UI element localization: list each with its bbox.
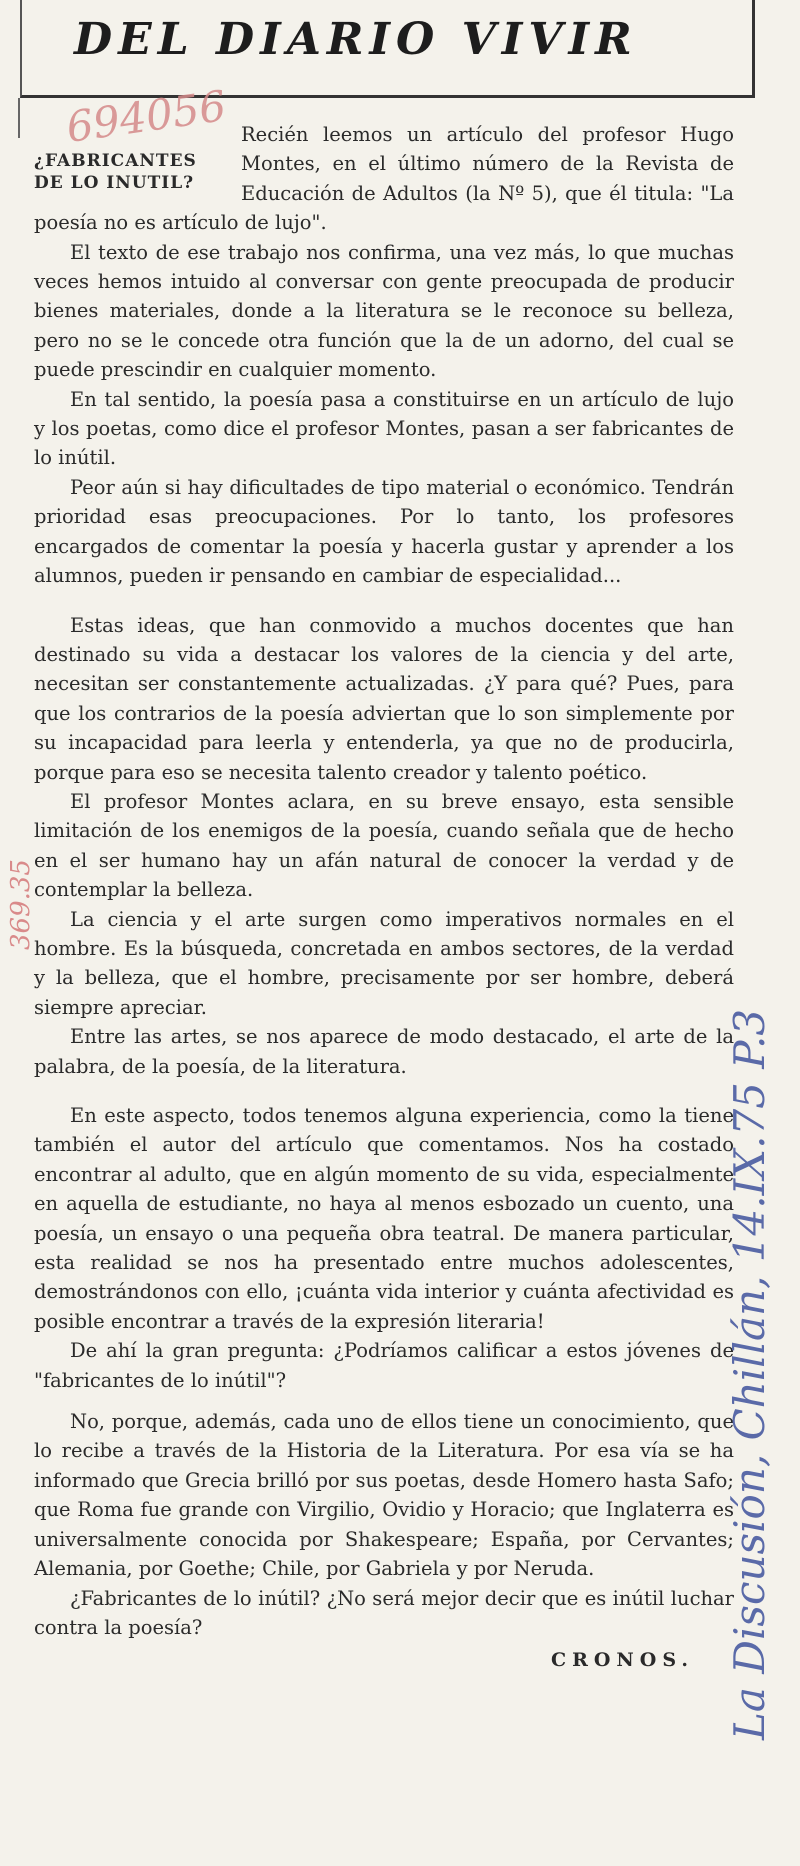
article-paragraph: Recién leemos un artículo del profesor Hugo Montes, en el último número de la Revista de Educación de Adultos (la Nº 5), que él titula: "La poesía no es artículo de lujo".	[34, 123, 734, 235]
article-paragraph: ¿Fabricantes de lo inútil? ¿No será mejor decir que es inútil luchar contra la poesía?	[34, 1586, 734, 1639]
article-paragraph: El texto de ese trabajo nos confirma, una vez más, lo que muchas veces hemos intuido al conversar con gente preocupada de producir bienes materiales, donde a la literatura se le reconoce su belleza, pero no se le concede otra función que la de un adorno, del cual se puede prescindir en cualquier momento.	[34, 240, 734, 382]
right-margin-annotation: La Discusión, Chillán, 14.IX.75 P.3	[725, 1008, 774, 1740]
article-paragraph: Peor aún si hay dificultades de tipo material o económico. Tendrán prioridad esas preocupaciones. Por lo tanto, los profesores encargados de comentar la poesía y hacerla gustar y aprender a los alumnos, pueden ir pensando en cambiar de especialidad...	[34, 475, 734, 588]
masthead-title: DEL DIARIO VIVIR	[74, 14, 638, 65]
article-paragraph: La ciencia y el arte surgen como imperativos normales en el hombre. Es la búsqueda, concretada en ambos sectores, de la verdad y la belleza, que el hombre, precisamente por ser hombre, deberá siempre apreciar.	[34, 907, 734, 1019]
article-paragraph: En este aspecto, todos tenemos alguna experiencia, como la tiene también el autor del artículo que comentamos. Nos ha costado encontrar al adulto, que en algún momento de su vida, especialmente en aquella de estudiante, no haya al menos esbozado un cuento, una poesía, un ensayo o una pequeña obra teatral. De manera particular, esta realidad se nos ha presentado entre muchos adolescentes, demostrándonos con ello, ¡cuánta vida interior y cuánta afectividad es posible encontrar a través de la expresión literaria!	[34, 1104, 734, 1333]
article-paragraph: De ahí la gran pregunta: ¿Podríamos calificar a estos jóvenes de "fabricantes de lo inútil"?	[34, 1339, 734, 1392]
article-signature: CRONOS.	[550, 1649, 694, 1672]
paragraph-gap	[34, 1081, 734, 1101]
article-headline: ¿FABRICANTES DE LO INUTIL?	[34, 151, 197, 193]
article-paragraph: No, porque, además, cada uno de ellos tiene un conocimiento, que lo recibe a través de la Historia de la Literatura. Por esa vía se ha informado que Grecia brilló por sus poetas, desde Homero hasta Safo; que Roma fue grande con Virgilio, Ovidio y Horacio; que Inglaterra es universalmente conocida por Shakespeare; España, por Cervantes; Alemania, por Goethe; Chile, por Gabriela y por Neruda.	[34, 1410, 734, 1581]
article-body	[34, 120, 734, 1676]
left-margin-annotation: 369.35	[6, 859, 36, 950]
article-paragraph: El profesor Montes aclara, en su breve ensayo, esta sensible limitación de los enemigos de la poesía, cuando señala que de hecho en el ser humano hay un afán natural de conocer la verdad y de contemplar la belleza.	[34, 789, 734, 902]
masthead-box	[20, 0, 755, 98]
paragraph-gap	[34, 591, 734, 611]
column-rule	[18, 98, 20, 138]
article-paragraph: Estas ideas, que han conmovido a muchos docentes que han destinado su vida a destacar los valores de la ciencia y del arte, necesitan ser constantemente actualizadas. ¿Y para qué? Pues, para que los contrarios de la poesía adviertan que lo son simplemente por su incapacidad para leerla y entenderla, ya que no de producirla, porque para eso se necesita talento creador y talento poético.	[34, 613, 734, 784]
article-paragraph: En tal sentido, la poesía pasa a constituirse en un artículo de lujo y los poetas, como dice el profesor Montes, pasan a ser fabricantes de lo inútil.	[34, 387, 734, 470]
paragraph-gap	[34, 1395, 734, 1407]
article-paragraph: Entre las artes, se nos aparece de modo destacado, el arte de la palabra, de la poesía, de la literatura.	[34, 1025, 734, 1078]
handwritten-archive-number: 694056	[63, 81, 229, 152]
